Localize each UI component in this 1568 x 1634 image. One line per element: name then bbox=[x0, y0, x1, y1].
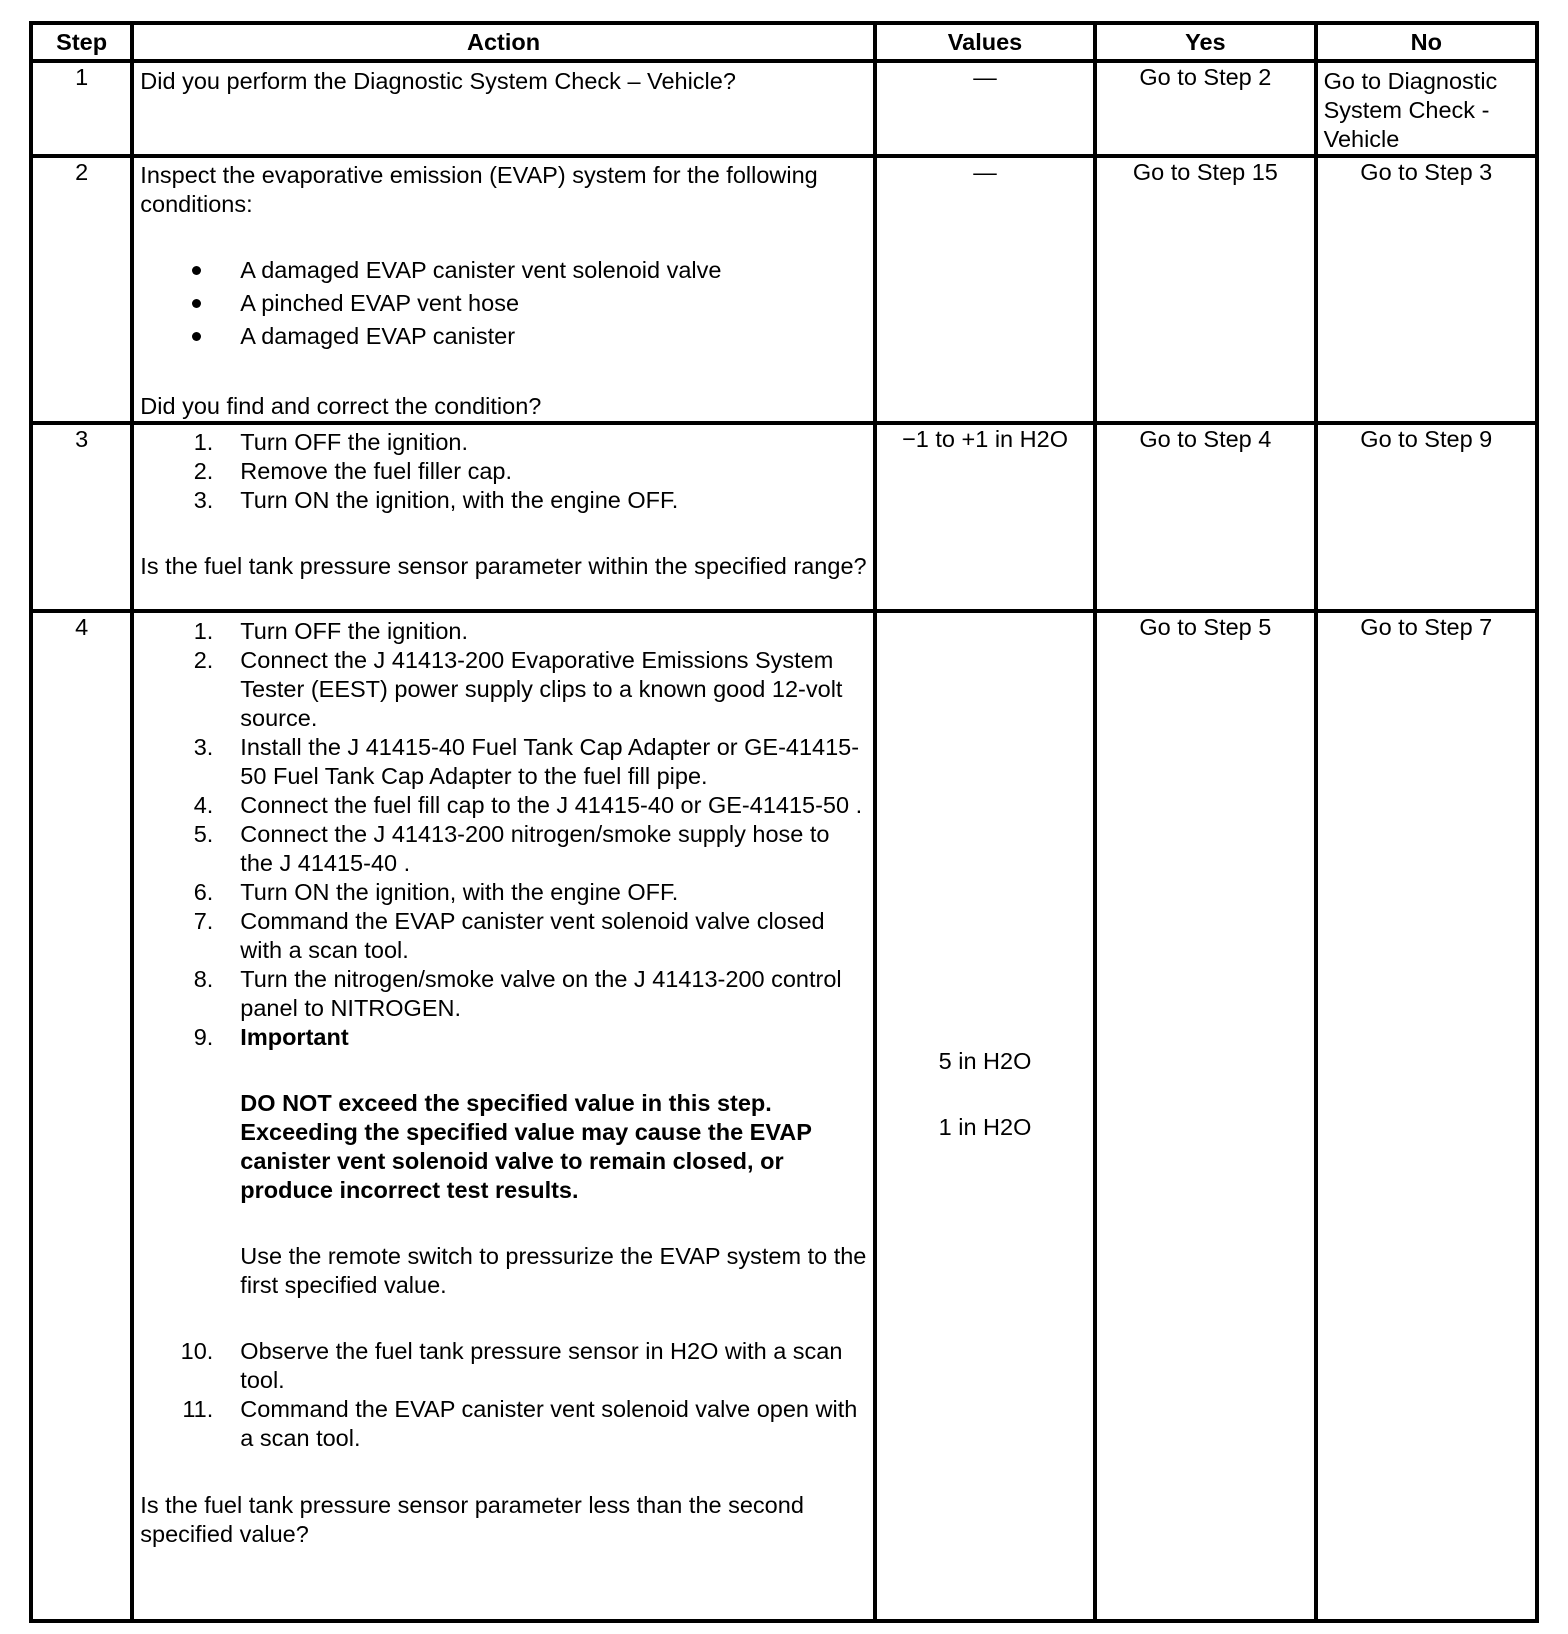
table-row-step-4 bbox=[31, 611, 1537, 1621]
header-no: No bbox=[1316, 23, 1537, 61]
list-item-text: A pinched EVAP vent hose bbox=[240, 290, 520, 316]
diagnostic-table bbox=[29, 21, 1539, 1623]
list-item-text: A damaged EVAP canister vent solenoid valve bbox=[240, 257, 722, 283]
no-cell: Go to Step 7 bbox=[1316, 611, 1537, 1621]
header-action: Action bbox=[132, 23, 875, 61]
list-item bbox=[140, 1023, 867, 1300]
action-cell bbox=[132, 156, 875, 423]
item-number: 2. bbox=[193, 458, 214, 484]
header-yes: Yes bbox=[1095, 23, 1315, 61]
yes-cell: Go to Step 4 bbox=[1095, 423, 1315, 611]
step-number: 1 bbox=[31, 61, 132, 156]
list-item bbox=[140, 820, 867, 878]
list-item-text: Connect the J 41413-200 Evaporative Emissions System Tester (EEST) power supply clips to a known good 12-volt source. bbox=[240, 647, 843, 731]
list-item-text: Turn ON the ignition, with the engine OFF. bbox=[240, 487, 679, 513]
important-label: Important bbox=[240, 1024, 349, 1050]
list-item bbox=[140, 878, 867, 907]
item-number: 8. bbox=[193, 966, 214, 992]
step-number: 3 bbox=[31, 423, 132, 611]
item-number: 7. bbox=[193, 908, 214, 934]
value-cell: — bbox=[875, 61, 1095, 156]
table-row-step-1 bbox=[31, 61, 1537, 156]
list-item-text: Turn ON the ignition, with the engine OFF. bbox=[240, 879, 679, 905]
list-item-text: Connect the J 41413-200 nitrogen/smoke supply hose to the J 41415-40 . bbox=[240, 821, 830, 876]
list-item bbox=[140, 428, 867, 457]
item-number: 9. bbox=[193, 1024, 214, 1050]
list-item bbox=[140, 733, 867, 791]
list-item bbox=[140, 1337, 867, 1395]
action-question: Did you perform the Diagnostic System Check – Vehicle? bbox=[140, 68, 736, 94]
value-second: 1 in H2O bbox=[938, 1114, 1032, 1140]
action-question: Is the fuel tank pressure sensor parameter within the specified range? bbox=[140, 553, 867, 579]
list-item-text: Observe the fuel tank pressure sensor in H2O with a scan tool. bbox=[240, 1338, 843, 1393]
list-item bbox=[140, 791, 867, 820]
list-item bbox=[140, 965, 867, 1023]
list-item-text: Turn OFF the ignition. bbox=[240, 618, 468, 644]
yes-cell: Go to Step 15 bbox=[1095, 156, 1315, 423]
list-item bbox=[140, 1395, 867, 1453]
item-number: 2. bbox=[193, 647, 214, 673]
header-values: Values bbox=[875, 23, 1095, 61]
list-item-text: Remove the fuel filler cap. bbox=[240, 458, 512, 484]
no-cell: Go to Step 9 bbox=[1316, 423, 1537, 611]
item-number: 10. bbox=[180, 1338, 214, 1364]
table-row-step-3 bbox=[31, 423, 1537, 611]
item-number: 5. bbox=[193, 821, 214, 847]
list-item bbox=[140, 646, 867, 733]
instruction-text: Use the remote switch to pressurize the EVAP system to the first specified value. bbox=[240, 1243, 867, 1298]
list-item bbox=[140, 617, 867, 646]
step-number: 4 bbox=[31, 611, 132, 1621]
list-item bbox=[140, 486, 867, 515]
warning-text: DO NOT exceed the specified value in this step. Exceeding the specified value may cause the EVAP canister vent solenoid valve to remain closed, or produce incorrect test results. bbox=[240, 1090, 812, 1203]
yes-cell: Go to Step 5 bbox=[1095, 611, 1315, 1621]
yes-cell: Go to Step 2 bbox=[1095, 61, 1315, 156]
list-item-text: Connect the fuel fill cap to the J 41415-40 or GE-41415-50 . bbox=[240, 792, 863, 818]
item-number: 1. bbox=[193, 618, 214, 644]
list-item bbox=[140, 457, 867, 486]
table-header bbox=[31, 23, 1537, 61]
procedure-list bbox=[140, 428, 867, 515]
no-cell: Go to Step 3 bbox=[1316, 156, 1537, 423]
table-row-step-2 bbox=[31, 156, 1537, 423]
list-item-text: A damaged EVAP canister bbox=[240, 323, 516, 349]
action-cell bbox=[132, 423, 875, 611]
value-cell bbox=[875, 611, 1095, 1621]
action-question: Is the fuel tank pressure sensor parameter less than the second specified value? bbox=[140, 1492, 804, 1547]
step-number: 2 bbox=[31, 156, 132, 423]
list-item-text: Turn the nitrogen/smoke valve on the J 41413-200 control panel to NITROGEN. bbox=[240, 966, 842, 1021]
list-item bbox=[140, 254, 867, 287]
condition-list bbox=[140, 254, 867, 353]
item-number: 3. bbox=[193, 734, 214, 760]
value-cell: — bbox=[875, 156, 1095, 423]
item-number: 3. bbox=[193, 487, 214, 513]
action-cell bbox=[132, 611, 875, 1621]
item-number: 4. bbox=[193, 792, 214, 818]
procedure-list-continued bbox=[140, 1337, 867, 1453]
item-number: 11. bbox=[182, 1396, 214, 1422]
bullet-icon bbox=[192, 266, 201, 275]
bullet-icon bbox=[192, 332, 201, 341]
item-number: 6. bbox=[193, 879, 214, 905]
action-question: Did you find and correct the condition? bbox=[140, 393, 542, 419]
procedure-list bbox=[140, 617, 867, 1300]
list-item-text: Command the EVAP canister vent solenoid valve open with a scan tool. bbox=[240, 1396, 858, 1451]
value-cell: −1 to +1 in H2O bbox=[875, 423, 1095, 611]
header-row bbox=[31, 23, 1537, 61]
list-item bbox=[140, 287, 867, 320]
list-item bbox=[140, 907, 867, 965]
list-item-text: Turn OFF the ignition. bbox=[240, 429, 468, 455]
list-item-text: Command the EVAP canister vent solenoid valve closed with a scan tool. bbox=[240, 908, 825, 963]
list-item-text: Install the J 41415-40 Fuel Tank Cap Adapter or GE-41415-50 Fuel Tank Cap Adapter to the fuel fill pipe. bbox=[240, 734, 860, 789]
header-step: Step bbox=[31, 23, 132, 61]
list-item bbox=[140, 320, 867, 353]
item-number: 1. bbox=[193, 429, 214, 455]
value-first: 5 in H2O bbox=[938, 1048, 1032, 1074]
bullet-icon bbox=[192, 299, 201, 308]
action-cell bbox=[132, 61, 875, 156]
no-cell: Go to Diagnostic System Check - Vehicle bbox=[1316, 61, 1537, 156]
action-intro: Inspect the evaporative emission (EVAP) system for the following conditions: bbox=[140, 162, 818, 217]
